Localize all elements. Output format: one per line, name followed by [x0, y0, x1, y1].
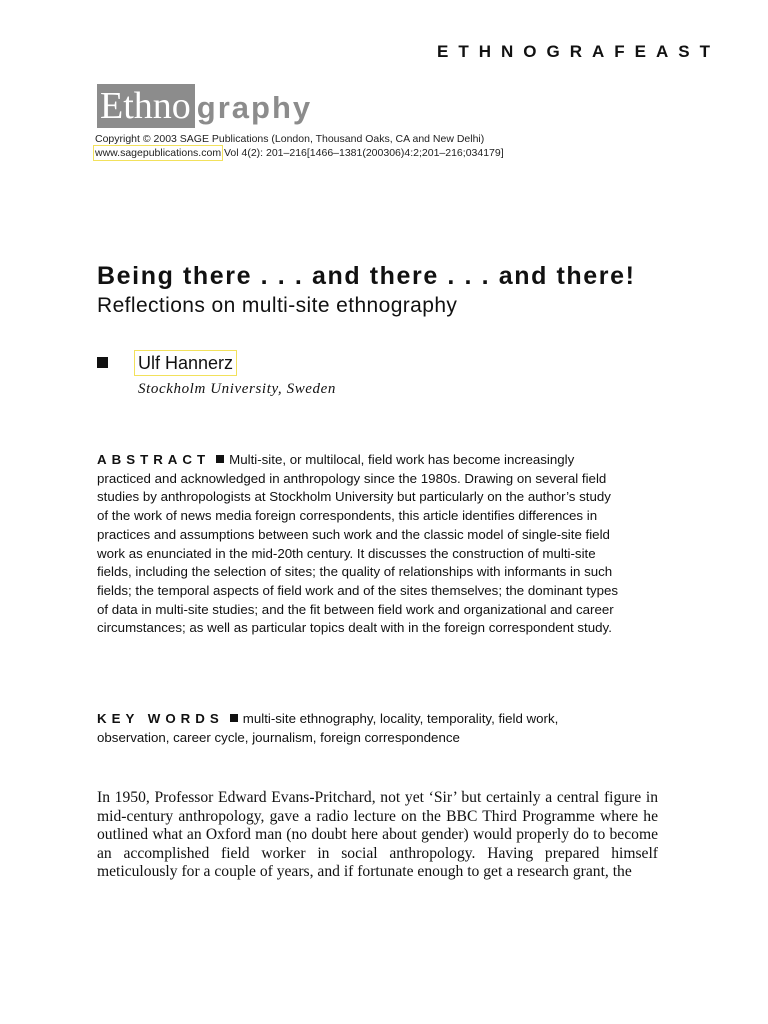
volume-info: Vol 4(2): 201–216[1466–1381(200306)4:2;201–216;034179] — [221, 147, 504, 159]
journal-logo — [97, 84, 312, 128]
keywords-label: KEY WORDS — [97, 711, 224, 726]
logo-boxed-part: Ethno — [97, 84, 195, 128]
publication-line — [95, 147, 504, 159]
author-name[interactable]: Ulf Hannerz — [134, 350, 237, 376]
section-tag: ETHNOGRAFEAST — [437, 42, 720, 61]
article-title: Being there . . . and there . . . and there! — [97, 262, 636, 290]
keywords — [97, 710, 597, 747]
square-bullet-icon — [216, 455, 224, 463]
square-bullet-icon — [230, 714, 238, 722]
author-affiliation: Stockholm University, Sweden — [138, 381, 337, 397]
keywords-text: multi-site ethnography, locality, temporality, field work, observation, career cycle, journalism, foreign correspondence — [97, 711, 559, 745]
abstract-text: Multi-site, or multilocal, field work has become increasingly practiced and acknowledged in anthropology since the 1980s. Drawing on several field studies by anthropologists at Stockholm University but particularly on the author’s study of the work of news media foreign correspondents, this article identifies differences in practices and assumptions between such work and the classic model of single-site field work as enunciated in the mid-20th century. It discusses the construction of multi-site fields, including the selection of sites; the quality of relationships with informants in such fields; the temporal aspects of field work and of the sites themselves; the dominant types of data in multi-site studies; and the fit between field work and organizational and career circumstances; as well as particular topics dealt with in the foreign correspondent study. — [97, 452, 619, 636]
abstract-label: ABSTRACT — [97, 452, 211, 467]
publisher-link[interactable]: www.sagepublications.com — [95, 147, 222, 159]
body-paragraph: In 1950, Professor Edward Evans-Pritchard, not yet ‘Sir’ but certainly a central figure in mid-century anthropology, gave a radio lecture on the BBC Third Programme where he outlined what an Oxford man (no doubt here about gender) would properly do to become an accomplished field worker in social anthropology. Having prepared himself meticulously for a couple of years, and if fortunate enough to get a research grant, the — [97, 789, 658, 881]
article-subtitle: Reflections on multi-site ethnography — [97, 294, 458, 317]
abstract — [97, 451, 622, 638]
copyright-line: Copyright © 2003 SAGE Publications (London, Thousand Oaks, CA and New Delhi) — [95, 133, 485, 145]
logo-rest-part: graphy — [196, 90, 313, 125]
author-bullet-icon — [97, 357, 108, 368]
